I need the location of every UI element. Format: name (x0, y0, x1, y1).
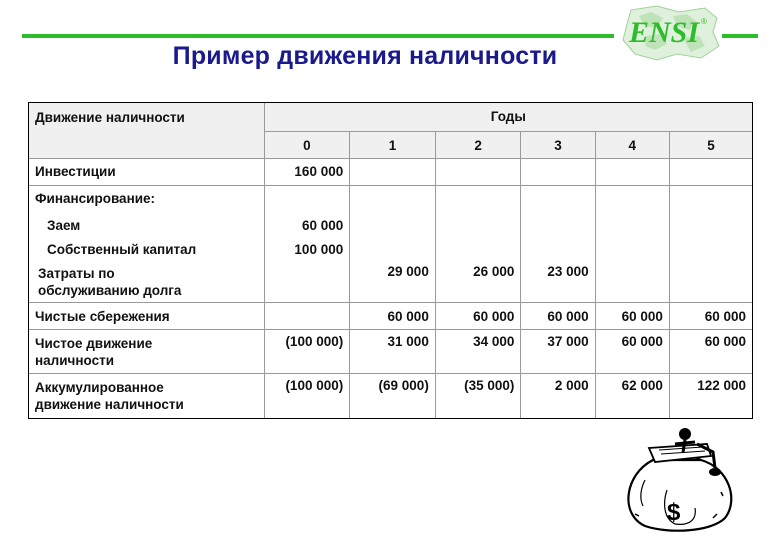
cell: 26 000 (435, 262, 521, 303)
cell: 60 000 (595, 302, 669, 329)
row-label: Чистые сбережения (29, 302, 264, 329)
cell: (100 000) (264, 330, 350, 374)
cell: 60 000 (669, 302, 752, 329)
cell: (35 000) (435, 373, 521, 418)
row-label: Заем (47, 217, 81, 233)
cell: 60 000 (595, 330, 669, 374)
cell: 34 000 (435, 330, 521, 374)
row-equity (29, 238, 752, 262)
row-label-line2: обслуживанию долга (38, 282, 182, 298)
year-5: 5 (669, 131, 752, 158)
years-row (29, 131, 752, 158)
year-4: 4 (595, 131, 669, 158)
cell: 100 000 (264, 238, 350, 262)
row-label: Финансирование: (29, 185, 264, 212)
cell: 29 000 (350, 262, 436, 303)
cell: 60 000 (350, 302, 436, 329)
row-investments (29, 159, 752, 185)
cell: 122 000 (669, 373, 752, 418)
row-label (29, 373, 264, 418)
table-header-row (29, 103, 752, 131)
cash-flow-table (28, 102, 753, 419)
cell: (100 000) (264, 373, 350, 418)
row-label (29, 330, 264, 374)
years-label: Годы (264, 103, 752, 131)
cell: 60 000 (264, 212, 350, 237)
row-label: Собственный капитал (47, 242, 197, 258)
row-label-line2: наличности (35, 352, 115, 368)
row-net-savings (29, 302, 752, 329)
row-label-line1: Аккумулированное (35, 379, 164, 395)
row-net-cash-flow (29, 330, 752, 374)
row-loan (29, 212, 752, 237)
logo-registered-mark: ® (701, 17, 707, 26)
cell: 160 000 (264, 159, 350, 185)
cell: 31 000 (350, 330, 436, 374)
row-cumulative (29, 373, 752, 418)
cell: 2 000 (521, 373, 595, 418)
logo-text: ENSI (629, 16, 700, 49)
row-label: Инвестиции (29, 159, 264, 185)
row-label-line2: движение наличности (35, 396, 184, 412)
row-label (29, 262, 264, 303)
cell: 23 000 (521, 262, 595, 303)
page-title: Пример движения наличности (172, 42, 558, 70)
row-debt-service (29, 262, 752, 303)
row-financing (29, 185, 752, 212)
corner-label: Движение наличности (29, 103, 264, 131)
cell: 62 000 (595, 373, 669, 418)
row-label-line1: Затраты по (38, 265, 115, 281)
cell: (69 000) (350, 373, 436, 418)
year-2: 2 (435, 131, 521, 158)
cell: 37 000 (521, 330, 595, 374)
year-3: 3 (521, 131, 595, 158)
cell: 60 000 (521, 302, 595, 329)
header-rule-right (722, 34, 758, 38)
cell: 60 000 (669, 330, 752, 374)
money-bag-illustration (615, 422, 745, 532)
row-label-line1: Чистое движение (35, 335, 153, 351)
year-0: 0 (264, 131, 350, 158)
cell: 60 000 (435, 302, 521, 329)
year-1: 1 (350, 131, 436, 158)
header-rule-left (22, 34, 614, 38)
dollar-sign-icon: $ (667, 499, 681, 526)
